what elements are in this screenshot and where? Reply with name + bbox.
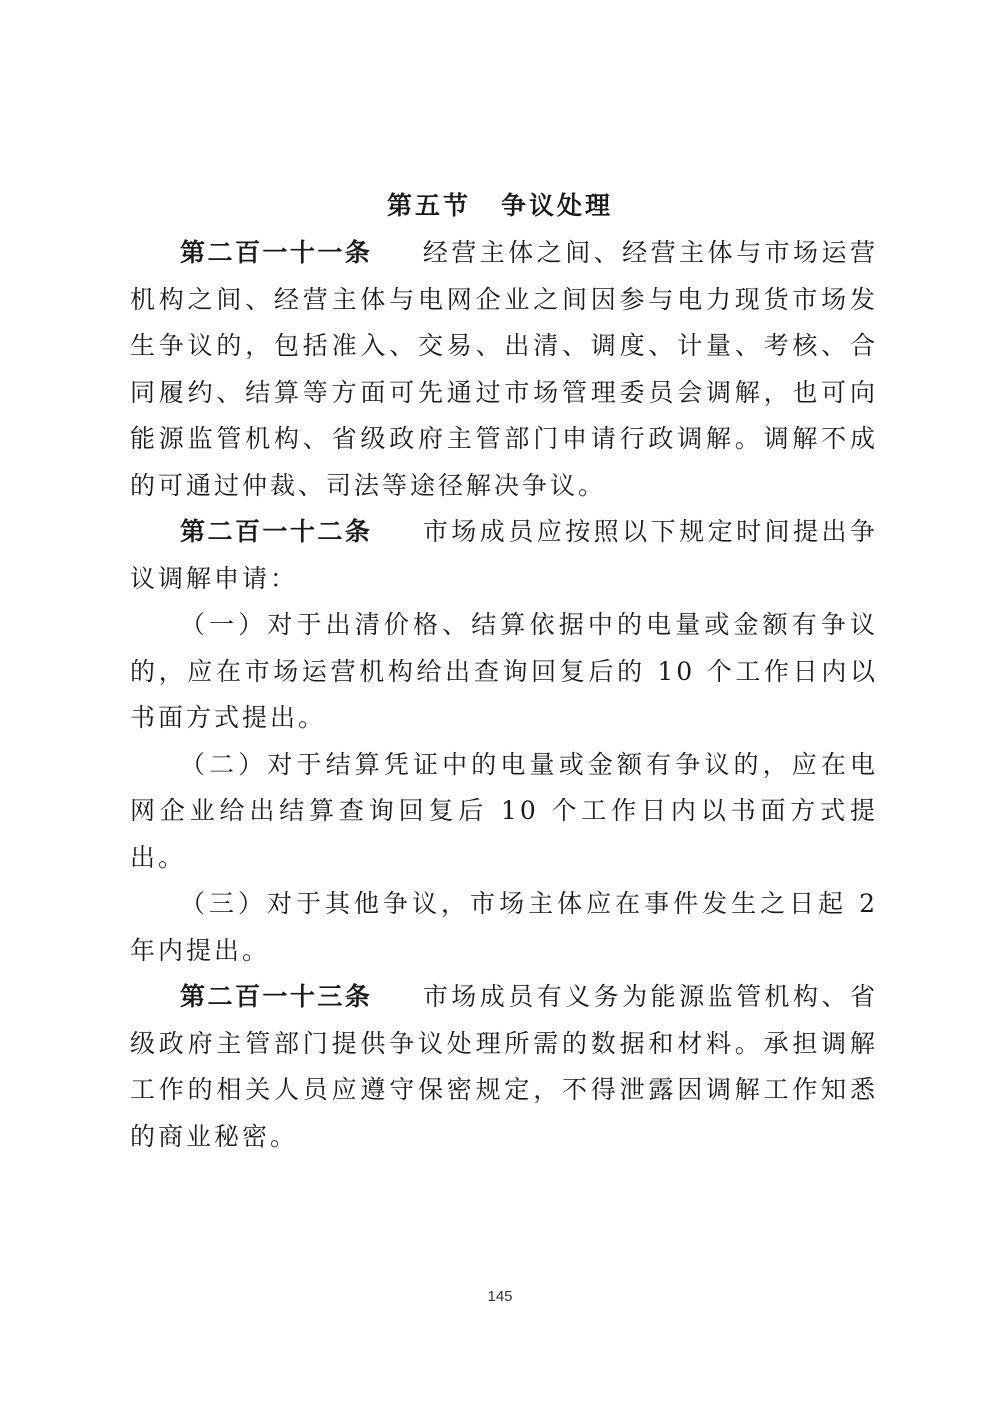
page-number: 145 [487,1288,513,1305]
article-number: 第二百一十三条 [180,982,373,1011]
article-211 [130,230,878,509]
article-212 [130,509,878,602]
section-heading: 争议处理 [501,191,614,220]
article-text: 经营主体之间、经营主体与市场运营机构之间、经营主体与电网企业之间因参与电力现货市场发生争议的，包括准入、交易、出清、调度、计量、考核、合同履约、结算等方面可先通过市场管理委员会调解，也可向能源监管机构、省级政府主管部门申请行政调解。调解不成的可通过仲裁、司法等途径解决争议。 [130,238,878,500]
item-text: （三）对于其他争议，市场主体应在事件发生之日起 2 年内提出。 [130,889,878,965]
article-212-item-1 [130,602,878,742]
article-213 [130,974,878,1160]
article-number: 第二百一十二条 [180,517,373,546]
section-number: 第五节 [386,191,471,220]
article-text: 市场成员有义务为能源监管机构、省级政府主管部门提供争议处理所需的数据和材料。承担调解工作的相关人员应遵守保密规定，不得泄露因调解工作知悉的商业秘密。 [130,982,878,1151]
article-text: 市场成员应按照以下规定时间提出争议调解申请： [130,517,878,593]
item-text: （二）对于结算凭证中的电量或金额有争议的，应在电网企业给出结算查询回复后 10 个工作日内以书面方式提出。 [130,749,878,872]
section-title [0,186,1000,226]
document-body [130,230,878,1160]
item-text: （一）对于出清价格、结算依据中的电量或金额有争议的，应在市场运营机构给出查询回复后的 10 个工作日内以书面方式提出。 [130,610,878,732]
article-number: 第二百一十一条 [180,238,373,267]
article-212-item-3 [130,881,878,974]
article-212-item-2 [130,742,878,882]
